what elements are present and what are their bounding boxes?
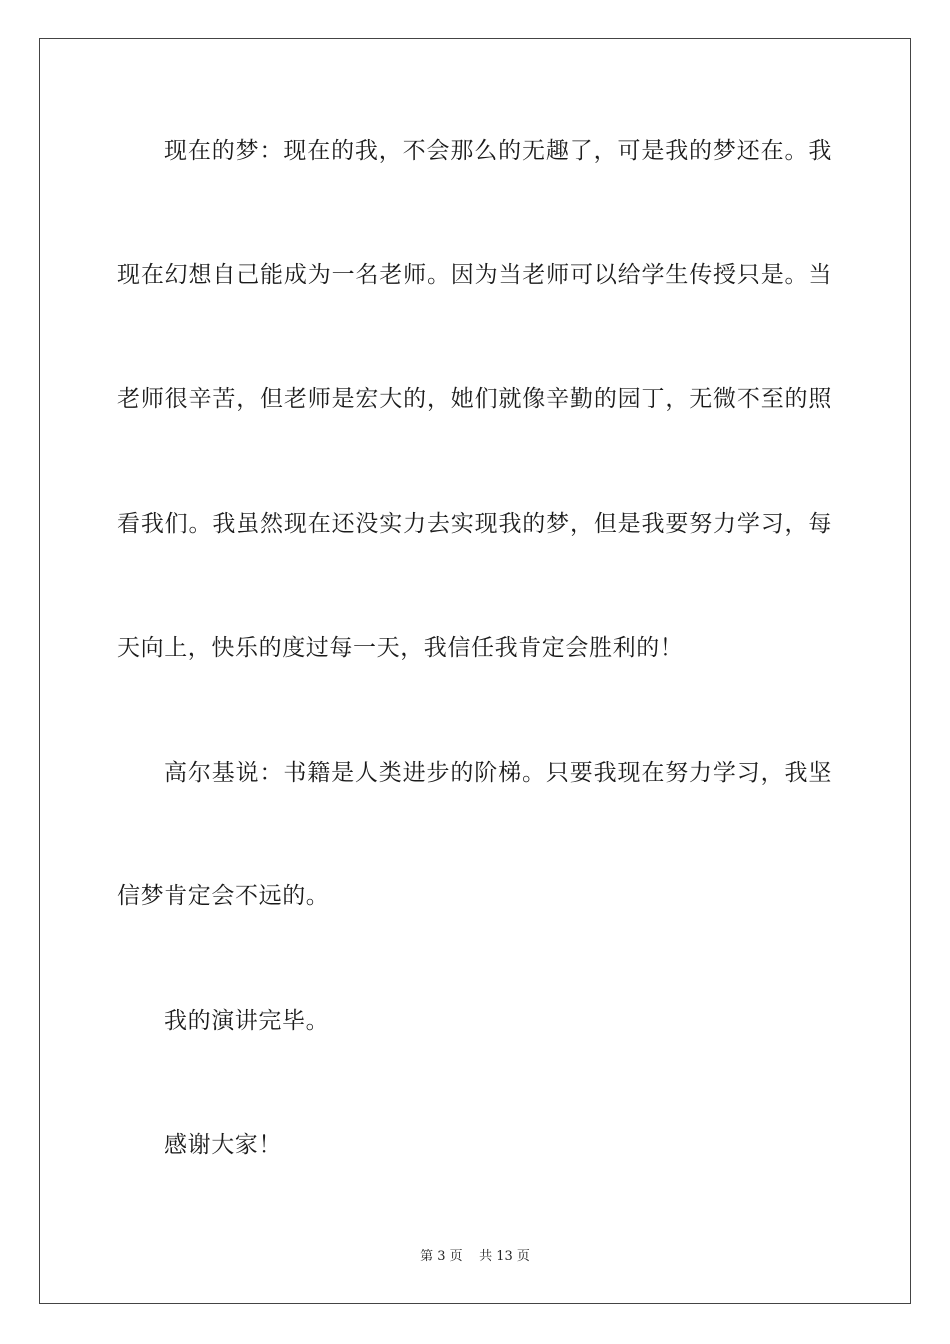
paragraph-line: 感谢大家！ [164,1132,282,1158]
page-number-footer: 第 3 页 共 13 页 [420,1249,530,1264]
paragraph-line: 天向上，快乐的度过每一天，我信任我肯定会胜利的！ [117,635,684,661]
paragraph-line: 高尔基说：书籍是人类进步的阶梯。只要我现在努力学习，我坚 [164,760,832,786]
paragraph-line: 我的演讲完毕。 [164,1008,330,1034]
paragraph-line: 现在的梦：现在的我，不会那么的无趣了，可是我的梦还在。我 [164,138,832,164]
paragraph-line: 老师很辛苦，但老师是宏大的，她们就像辛勤的园丁，无微不至的照 [117,386,832,412]
paragraph-line: 看我们。我虽然现在还没实力去实现我的梦，但是我要努力学习，每 [117,511,832,537]
page-border [39,38,911,1304]
paragraph-line: 现在幻想自己能成为一名老师。因为当老师可以给学生传授只是。当 [117,262,832,288]
paragraph-line: 信梦肯定会不远的。 [117,883,330,909]
